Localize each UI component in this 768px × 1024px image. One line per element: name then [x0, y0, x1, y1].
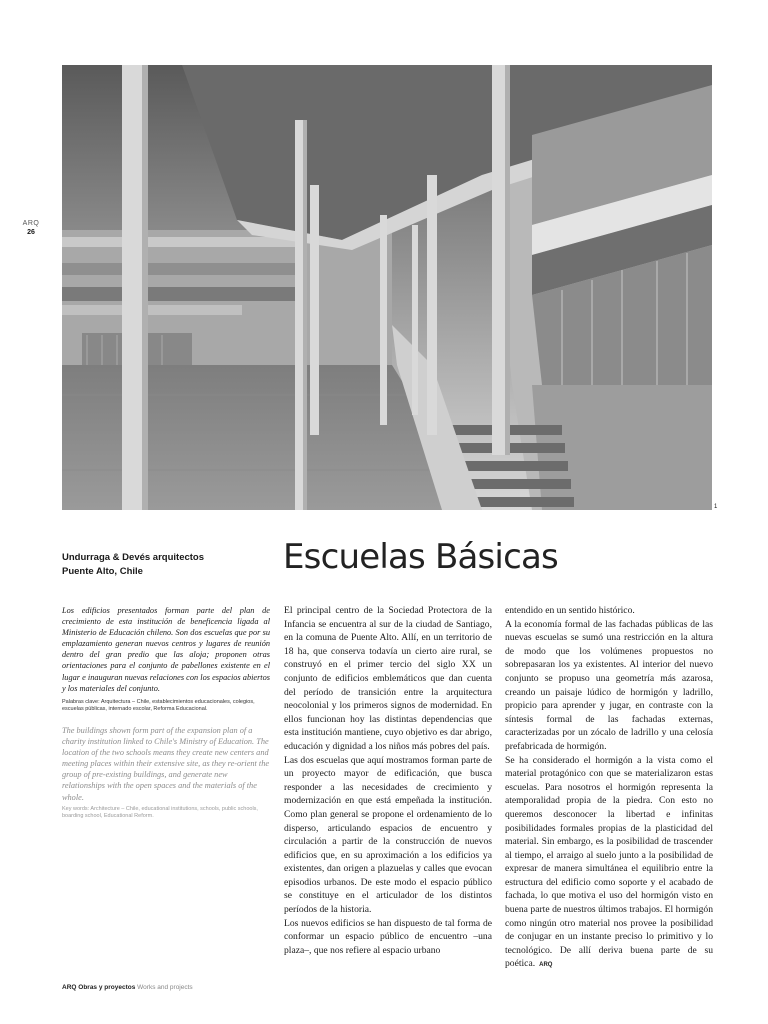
- page-folio: [18, 219, 44, 237]
- keywords-english: Key words: Architecture – Chile, educational institutions, schools, public schools, boarding school, Educational Reform.: [62, 806, 258, 819]
- footer-section-es: Obras y proyectos: [78, 984, 136, 991]
- end-mark: ARQ: [539, 962, 553, 969]
- photo-number: 1: [714, 504, 718, 510]
- authors: Undurraga & Devés arquitectos: [62, 552, 205, 563]
- building-photo: [62, 65, 712, 510]
- body-paragraph: El principal centro de la Sociedad Protectora de la Infancia se encuentra al sur de la ciudad de Santiago, en la comuna de Puente Alto. Allí, en un territorio de 18 ha, que conserva todavía un cierto aire rural, se construyó en el primer tercio del siglo XX un conjunto de edificios emblemáticos que dan cuenta del período de transición entre la arquitectura neocolonial y los primeros signos de modernidad. En ellos funcionan hoy las distintas dependencias que esta institución mantiene, cuyo objetivo es dar abrigo, educación y dignidad a los niños más pobres del país.: [284, 605, 492, 752]
- folio-page-number: 26: [27, 229, 35, 236]
- footer-magazine: ARQ: [62, 984, 77, 991]
- body-paragraph: A la economía formal de las fachadas públicas de las nuevas escuelas se sumó una restricción en la altura de modo que los volúmenes propuestos no sobrepasaran los ya existentes. Al interior del nuevo conjunto se propuso una geometría más azarosa, creando un paisaje lúdico de hormigón y ladrillo, propicio para aprender y jugar, en contraste con la síntesis formal de las fachadas externas, caracterizadas por un zócalo de ladrillo y una celosía prefabricada de hormigón.: [505, 618, 713, 752]
- body-paragraph-last: [505, 754, 713, 974]
- body-column-1: [284, 604, 492, 957]
- abstract-spanish: Los edificios presentados forman parte del plan de crecimiento de esta institución de beneficencia ligada al Ministerio de Educación chileno. Son dos escuelas que por su emplazamiento generan nuevos centros y lugares de reunión dentro del gran predio que las aloja; proponen otras orientaciones para el conjunto de pabellones existente en el lugar e inauguran nuevas relaciones con los espacios abiertos y los materiales del conjunto.: [62, 606, 270, 693]
- location: Puente Alto, Chile: [62, 566, 143, 577]
- body-column-2: [505, 604, 713, 973]
- credits: [62, 551, 204, 579]
- body-paragraph: Los nuevos edificios se han dispuesto de tal forma de conformar un espacio público de encuentro –una plaza–, que nos refiere al espacio urbano: [284, 917, 492, 956]
- page-footer: [62, 984, 193, 991]
- body-paragraph: Las dos escuelas que aquí mostramos forman parte de un proyecto mayor de edificación, que busca responder a las necesidades de crecimiento y modernización en que está empeñada la institución. Como plan general se propone el ordenamiento de lo disperso, articulando espacios de encuentro y circulación a partir de la construcción de nuevos edificios que, en su aproximación a los edificios ya existentes, dan origen a plazuelas y calles que evocan episodios urbanos. De este modo el espacio público se constituye en el articulador de los distintos períodos de la historia.: [284, 754, 492, 916]
- body-paragraph: entendido en un sentido histórico.: [505, 605, 635, 616]
- footer-section-en: Works and projects: [137, 984, 193, 991]
- body-paragraph-text: Se ha considerado el hormigón a la vista como el material protagónico con que se materializaron estas escuelas. Para nosotros el hormigón representa la atemporalidad propia de la piedra. Con esto no queremos desconocer la libertad e infinitas posibilidades formales propias de la plasticidad del material. Sin embargo, es la posibilidad de trascender al tiempo, el arraigo al suelo junto a la posibilidad de expresar de manera simultánea el equilibrio entre la estructura del edificio como soporte y el acabado de fachada, lo que motiva el uso del hormigón visto en buena parte de nuestros últimos trabajos. El hormigón como ningún otro material nos provee la posibilidad de conjugar en un instante preciso lo primitivo y lo tecnológico. De allí deriva buena parte de su poética.: [505, 754, 713, 970]
- keywords-spanish: Palabras clave: Arquitectura – Chile, establecimientos educacionales, colegios, escuelas públicas, internado escolar, Reforma Educacional.: [62, 699, 255, 712]
- folio-magazine: ARQ: [22, 220, 40, 227]
- article-title: Escuelas Básicas: [283, 537, 558, 577]
- abstract-english: The buildings shown form part of the expansion plan of a charity institution linked to Chile's Ministry of Education. The location of the two schools means they create new centers and meeting places within their extensive site, as they re-orient the group of pre-existing buildings, and generate new relationships with the open spaces and the materials of the whole.: [62, 726, 270, 802]
